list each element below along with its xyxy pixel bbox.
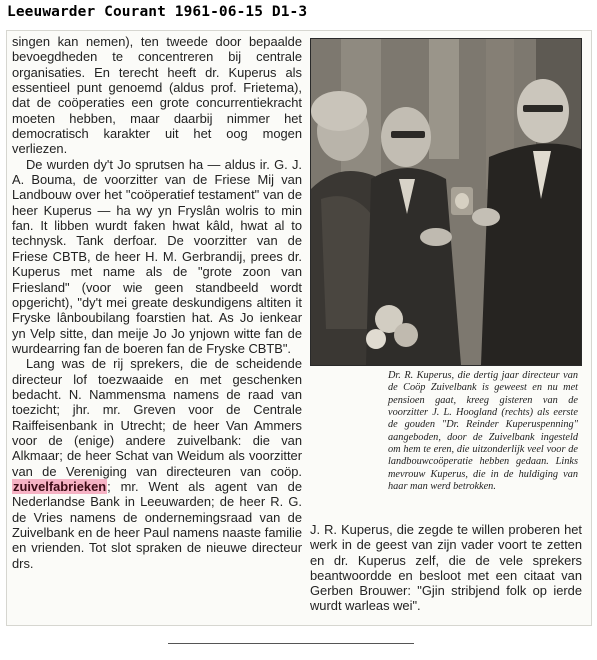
ceremony-photo — [310, 38, 582, 366]
article-right-column — [310, 522, 582, 614]
article-paragraph — [12, 157, 302, 356]
paragraph-text: ; mr. Went als agent van de Nederlandse Bank in Leeuwarden; de heer R. G. de Vries namens de ondernemingsraad van de Zuivelbank en de heer Paul namens naaste familie en vrienden. Tot slot spraken de nieuwe directeur drs. — [12, 478, 302, 571]
photo-illustration — [311, 39, 581, 365]
highlighted-term: zuivelfabrieken — [13, 478, 107, 494]
right-paragraph: J. R. Kuperus, die zegde te willen proberen het werk in de geest van zijn vader voort te zetten en dr. Kuperus zelf, die de vele sprekers beantwoordde en besloot met een citaat van Gerben Brouwer: "Gjin stribjend folk op ierde wurdt warleas wei". — [310, 522, 582, 614]
article-left-column — [12, 34, 302, 571]
paragraph-text: Lang was de rij sprekers, die de scheidende directeur lof toezwaaide en met geschenken bedacht. N. Nammensma namens de raad van toezicht; jhr. mr. Greven voor de Centrale Raiffeisenbank in Utrecht; de heer Van Ammers voor de (enige) andere zuivelbank: die van Alkmaar; de heer Schat van Weidum als voorzitter van de Vereniging van directeuren van coöp. — [12, 356, 302, 479]
paragraph-text: singen kan nemen), ten tweede door bepaalde bevoegdheden te concentreren bij centrale organisaties. En terecht heeft dr. Kuperus als essentieel punt genoemd (aldus prof. Frietema), dat de coöperaties een grote concurrentiekracht moeten hebben, maar daarbij nimmer het democratisch karakter uit het oog mogen verliezen. — [12, 34, 302, 157]
bottom-divider — [168, 643, 414, 644]
paragraph-text: De wurden dy't Jo sprutsen ha — aldus ir. G. J. A. Bouma, de voorzitter van de Friese Mij van Landbouw over het "coöperatief testament" van de heer Kuperus — ha wy yn Fryslân wolris to min fan. It libben wurdt faken hwat kâld, hwat al to technysk. Tank derfoar. De voorzitter van de Friese CBTB, de heer H. M. Gerbrandij, prees dr. Kuperus met name als de "grote zoon van Friesland" (voor wie geen standbeeld wordt opgericht), "dy't mei greate deskundigens altiten it Fryske lânboubilang foarstien hat. As Jo ienkear yn Velp sitte, dan meije Jo Jo ynjown witte fan de wurdearring fan de boeren fan de Fryske CBTB". — [12, 156, 302, 356]
article-paragraph — [12, 34, 302, 157]
page-header: Leeuwarder Courant 1961-06-15 D1-3 — [7, 4, 308, 20]
article-paragraph — [12, 356, 302, 571]
photo-caption — [388, 370, 578, 493]
caption-text: Dr. R. Kuperus, die dertig jaar directeur van de Coöp Zuivelbank is geweest en nu met pensioen gaat, kreeg gisteren van de voorzitter J. L. Hoogland (rechts) als eerste de gouden "Dr. Reinder Kuperuspenning" aangeboden, door de Zuivelbank ingesteld om hem te eren, die uitzonderlijk veel voor de landbouwcoöperatie hebben gedaan. Links mevrouw Kuperus, die in de huldiging van haar man werd betrokken. — [388, 370, 578, 493]
